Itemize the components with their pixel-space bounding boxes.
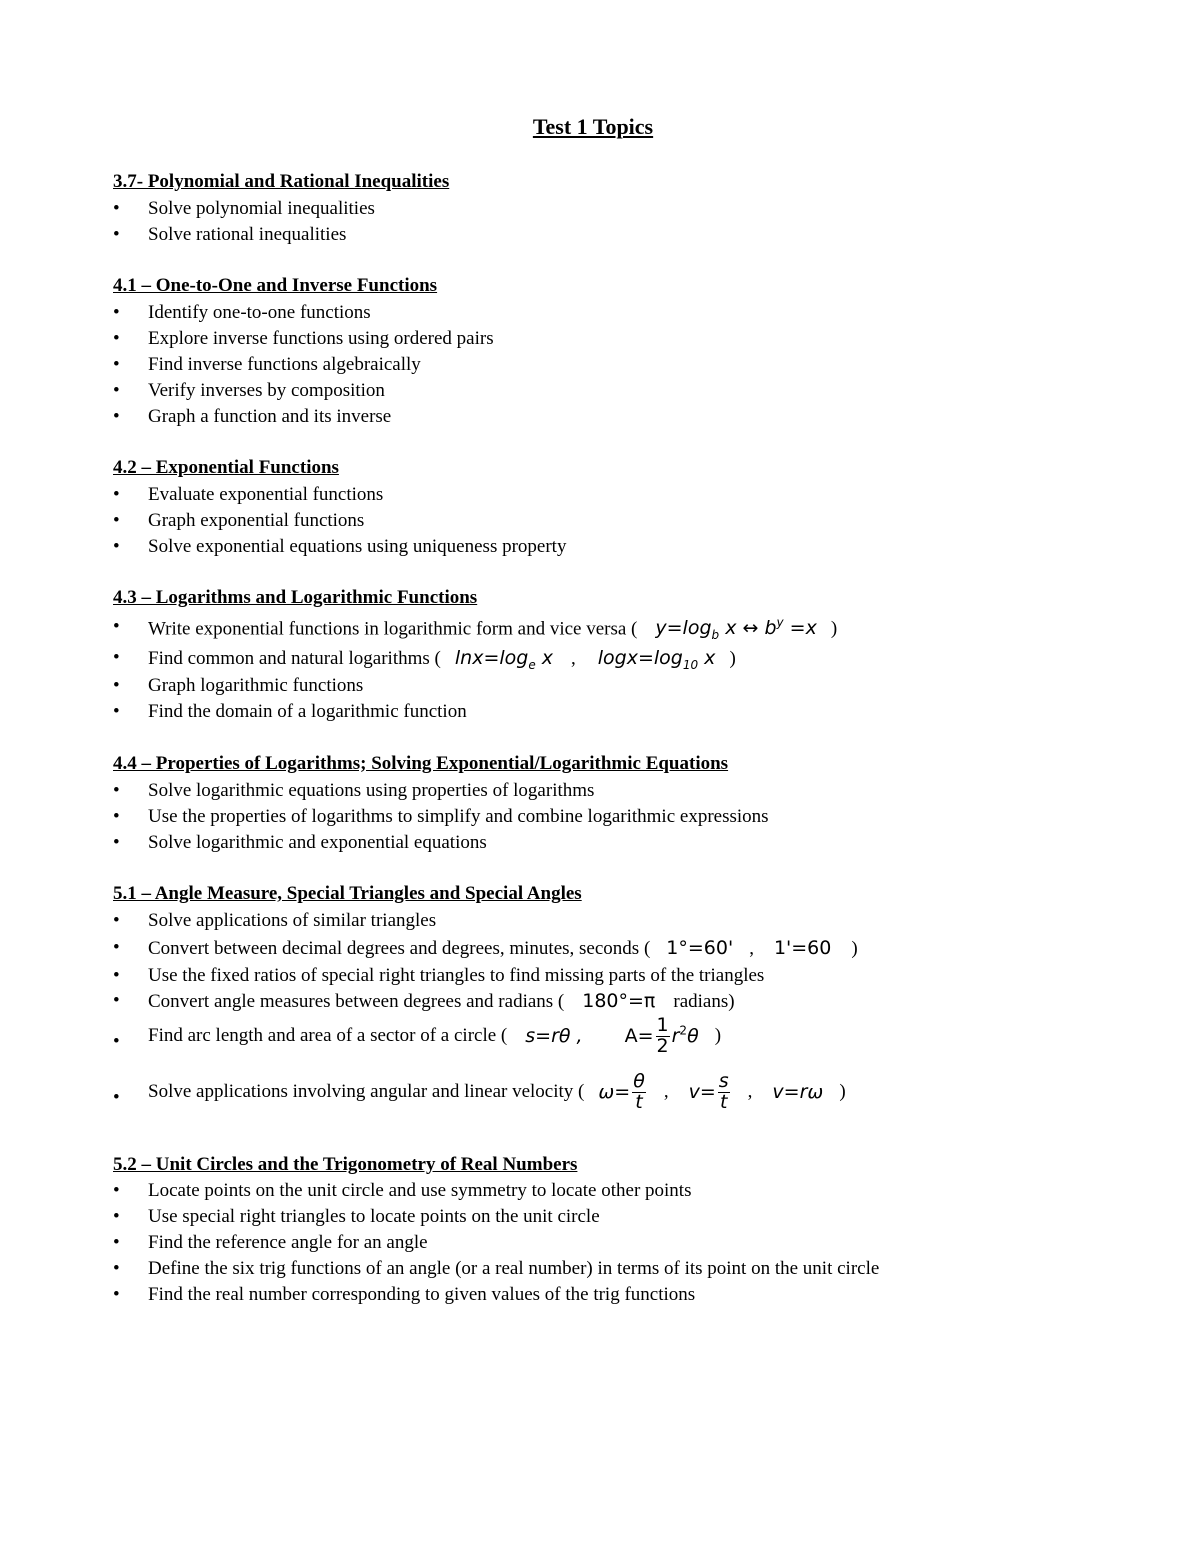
item-text: Evaluate exponential functions <box>148 484 384 505</box>
bullet: • <box>113 1258 120 1279</box>
page-title: Test 1 Topics <box>532 114 654 139</box>
item-text: Find the domain of a logarithmic function <box>148 701 467 722</box>
bullet: • <box>113 832 120 853</box>
minute-second-formula <box>774 937 831 959</box>
radian-formula <box>582 990 655 1012</box>
formula-part: x <box>535 647 554 669</box>
item-text <box>148 990 735 1013</box>
bullet: • <box>113 484 120 505</box>
item-text: Solve polynomial inequalities <box>148 198 375 219</box>
formula-part: θ <box>687 1024 699 1047</box>
formula-sup: 2 <box>679 1023 688 1038</box>
formula-part: =x <box>783 617 817 640</box>
bullet: • <box>113 616 120 637</box>
log10-formula <box>597 647 716 672</box>
formula-part: logx=log <box>597 647 683 669</box>
radians-word: radians) <box>673 991 735 1012</box>
item-text: Solve applications of similar triangles <box>148 910 437 931</box>
item-text: Explore inverse functions using ordered pairs <box>148 328 494 349</box>
comma: , <box>747 1081 753 1103</box>
linear-velocity-formula <box>688 1070 732 1113</box>
formula-part: s=rθ , <box>525 1025 583 1048</box>
item-text: Graph exponential functions <box>148 510 365 531</box>
angular-velocity-formula <box>598 1070 647 1113</box>
close-paren: ) <box>839 1081 846 1103</box>
formula-part: x ↔ b <box>719 617 777 640</box>
bullet: • <box>113 806 120 827</box>
section-heading-5-1: 5.1 – Angle Measure, Special Triangles and Special Angles <box>113 883 582 904</box>
bullet: • <box>113 675 120 696</box>
bullet: • <box>113 937 120 958</box>
arc-length-formula <box>525 1025 582 1047</box>
formula-part: y=log <box>655 617 712 640</box>
item-text: Solve logarithmic and exponential equations <box>148 832 487 853</box>
bullet: • <box>113 1232 120 1253</box>
section-heading-3-7: 3.7- Polynomial and Rational Inequalities <box>113 171 450 192</box>
section-heading-4-3: 4.3 – Logarithms and Logarithmic Functions <box>113 587 478 608</box>
item-text: Locate points on the unit circle and use symmetry to locate other points <box>148 1180 692 1201</box>
fraction <box>718 1072 730 1113</box>
formula-part: 1'=60 <box>773 937 832 959</box>
item-text: Find the real number corresponding to given values of the trig functions <box>148 1284 696 1305</box>
fraction-denominator: 2 <box>656 1034 669 1057</box>
bullet: • <box>113 647 120 668</box>
comma: , <box>663 1081 669 1103</box>
bullet: • <box>113 701 120 722</box>
item-text: Solve rational inequalities <box>148 224 347 245</box>
item-text: Use the fixed ratios of special right triangles to find missing parts of the triangles <box>148 965 765 986</box>
formula-sub: b <box>711 628 720 643</box>
formula-part: v= <box>688 1080 716 1103</box>
fraction <box>656 1016 670 1057</box>
bullet: • <box>113 224 120 245</box>
close-paren: ) <box>729 648 736 669</box>
item-label: Write exponential functions in logarithmic form and vice versa ( <box>148 618 638 640</box>
item-label: Solve applications involving angular and linear velocity ( <box>148 1081 585 1103</box>
item-text: Find the reference angle for an angle <box>148 1232 428 1253</box>
sector-area-formula <box>624 1014 699 1057</box>
item-text <box>148 1072 846 1113</box>
formula-sub: e <box>528 657 536 672</box>
item-text: Solve exponential equations using uniqueness property <box>148 536 567 557</box>
bullet: • <box>113 1031 120 1052</box>
item-text: Identify one-to-one functions <box>148 302 371 323</box>
item-text <box>148 647 736 672</box>
formula-part: ω= <box>598 1080 631 1103</box>
fraction-denominator: t <box>635 1090 643 1113</box>
fraction-numerator: s <box>718 1070 729 1092</box>
bullet: • <box>113 198 120 219</box>
formula-sup: y <box>776 616 784 630</box>
item-text: Graph logarithmic functions <box>148 675 364 696</box>
fraction-numerator: 1 <box>656 1014 669 1036</box>
formula-part: 1°=60' <box>666 937 734 959</box>
comma: , <box>571 648 576 669</box>
item-label: Find common and natural logarithms ( <box>148 648 441 669</box>
item-text: Graph a function and its inverse <box>148 406 392 427</box>
bullet: • <box>113 302 120 323</box>
item-label: Find arc length and area of a sector of a circle ( <box>148 1025 508 1047</box>
fraction <box>632 1072 646 1113</box>
formula-part: A= <box>624 1024 654 1047</box>
bullet: • <box>113 1180 120 1201</box>
bullet: • <box>113 406 120 427</box>
close-paren: ) <box>830 618 838 640</box>
section-heading-4-2: 4.2 – Exponential Functions <box>113 457 339 478</box>
fraction-denominator: t <box>719 1090 728 1113</box>
log-definition-formula <box>655 616 817 643</box>
degree-minute-formula <box>666 937 733 959</box>
section-heading-4-1: 4.1 – One-to-One and Inverse Functions <box>113 275 438 296</box>
bullet: • <box>113 1206 120 1227</box>
item-text: Define the six trig functions of an angle (or a real number) in terms of its point on the unit circle <box>148 1258 880 1279</box>
bullet: • <box>113 990 120 1011</box>
bullet: • <box>113 328 120 349</box>
item-label: Convert angle measures between degrees and radians ( <box>148 991 565 1012</box>
section-heading-4-4: 4.4 – Properties of Logarithms; Solving Exponential/Logarithmic Equations <box>113 753 729 774</box>
formula-part: x <box>698 647 716 669</box>
item-text: Solve logarithmic equations using properties of logarithms <box>148 780 595 801</box>
formula-part: 180°=π <box>582 990 656 1012</box>
bullet: • <box>113 910 120 931</box>
bullet: • <box>113 1284 120 1305</box>
formula-sub: 10 <box>682 657 699 672</box>
close-paren: ) <box>714 1025 722 1047</box>
bullet: • <box>113 380 120 401</box>
formula-part: lnx=log <box>454 647 529 669</box>
ln-formula <box>454 647 554 672</box>
item-text: Find inverse functions algebraically <box>148 354 421 375</box>
bullet: • <box>113 1087 120 1108</box>
item-text <box>148 616 837 642</box>
close-paren: ) <box>851 938 858 959</box>
item-text <box>148 937 858 960</box>
bullet: • <box>113 510 120 531</box>
bullet: • <box>113 354 120 375</box>
bullet: • <box>113 965 120 986</box>
comma: , <box>749 938 754 959</box>
item-text <box>148 1016 721 1057</box>
item-text: Use the properties of logarithms to simplify and combine logarithmic expressions <box>148 806 769 827</box>
fraction-numerator: θ <box>633 1070 645 1092</box>
item-label: Convert between decimal degrees and degrees, minutes, seconds ( <box>148 938 651 959</box>
velocity-radius-formula <box>772 1081 823 1103</box>
formula-part: v=rω <box>772 1081 824 1104</box>
item-text: Verify inverses by composition <box>148 380 385 401</box>
item-text: Use special right triangles to locate points on the unit circle <box>148 1206 600 1227</box>
bullet: • <box>113 536 120 557</box>
section-heading-5-2: 5.2 – Unit Circles and the Trigonometry of Real Numbers <box>113 1154 578 1175</box>
formula-part: r <box>671 1024 680 1047</box>
bullet: • <box>113 780 120 801</box>
